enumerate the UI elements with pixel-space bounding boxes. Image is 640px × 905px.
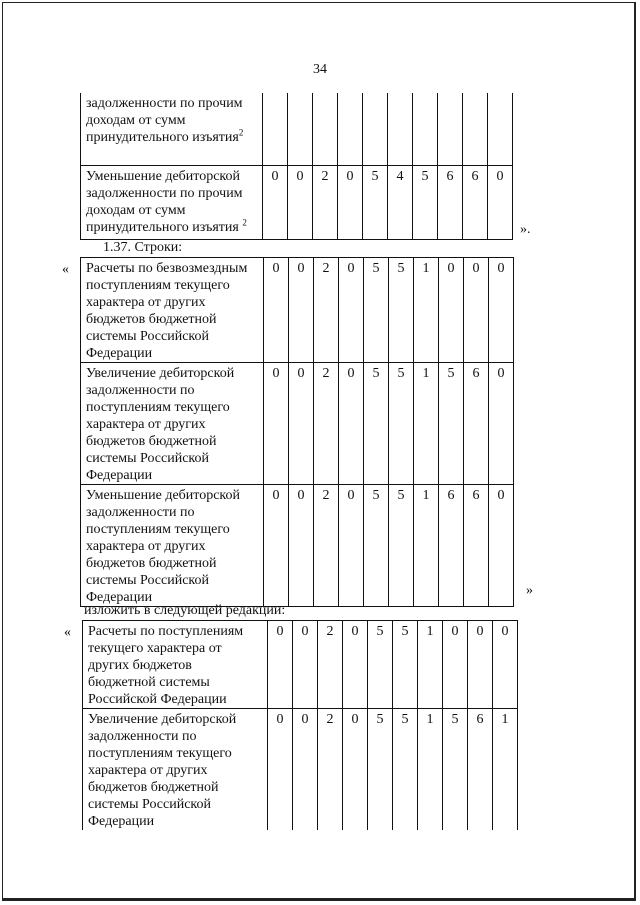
- digit-cell: 5: [389, 258, 414, 363]
- opening-quote: «: [64, 625, 71, 640]
- digit-cell: 0: [443, 621, 468, 709]
- digit-cell: 0: [489, 485, 514, 607]
- table-row: [81, 258, 514, 363]
- digit-cell: 1: [418, 709, 443, 831]
- row-label: Уменьшение дебиторской задолженности по прочим доходам от сумм принудительного изъятия $^2$: [81, 165, 263, 239]
- digit-cell: [363, 93, 388, 165]
- digit-cell: [263, 93, 288, 165]
- digit-cell: [488, 93, 513, 165]
- digit-cell: 5: [368, 709, 393, 831]
- opening-quote: «: [62, 262, 69, 277]
- digit-cell: 5: [389, 363, 414, 485]
- digit-cell: 0: [488, 165, 513, 239]
- digit-cell: 0: [263, 165, 288, 239]
- digit-cell: 5: [393, 621, 418, 709]
- closing-quote: »: [526, 583, 533, 598]
- row-label: Расчеты по поступлениям текущего характера от других бюджетов бюджетной системы Российской Федерации: [83, 621, 268, 709]
- digit-cell: 2: [314, 258, 339, 363]
- digit-cell: 0: [439, 258, 464, 363]
- digit-cell: 5: [364, 258, 389, 363]
- digit-cell: 2: [318, 621, 343, 709]
- digit-cell: 0: [339, 363, 364, 485]
- digit-cell: 2: [313, 165, 338, 239]
- digit-cell: [463, 93, 488, 165]
- digit-cell: 0: [264, 485, 289, 607]
- digit-cell: 5: [363, 165, 388, 239]
- page-number: 34: [313, 62, 327, 77]
- table-row: [83, 621, 518, 709]
- digit-cell: 0: [489, 363, 514, 485]
- digit-cell: 0: [289, 363, 314, 485]
- digit-cell: 0: [468, 621, 493, 709]
- digit-cell: 6: [439, 485, 464, 607]
- replacement-text: изложить в следующей редакции:: [84, 603, 286, 618]
- digit-cell: 5: [393, 709, 418, 831]
- digit-cell: 0: [288, 165, 313, 239]
- table-row: [81, 165, 513, 239]
- digit-cell: 0: [268, 709, 293, 831]
- digit-cell: 6: [464, 485, 489, 607]
- digit-cell: 5: [443, 709, 468, 831]
- digit-cell: 1: [414, 363, 439, 485]
- digit-cell: 0: [293, 621, 318, 709]
- digit-cell: 0: [338, 165, 363, 239]
- table-row: [81, 93, 513, 165]
- digit-cell: 6: [464, 363, 489, 485]
- digit-cell: 2: [314, 485, 339, 607]
- digit-cell: 5: [413, 165, 438, 239]
- digit-cell: 0: [493, 621, 518, 709]
- digit-cell: 0: [289, 485, 314, 607]
- table-row: [81, 363, 514, 485]
- digit-cell: [288, 93, 313, 165]
- table-old-rows: [80, 257, 514, 607]
- digit-cell: 0: [293, 709, 318, 831]
- digit-cell: 1: [493, 709, 518, 831]
- digit-cell: [413, 93, 438, 165]
- row-label: Увеличение дебиторской задолженности по поступлениям текущего характера от других бюджетов бюджетной системы Российской Федерации: [81, 363, 264, 485]
- digit-cell: 1: [418, 621, 443, 709]
- row-label: задолженности по прочим доходам от сумм принудительного изъятия$^2$: [81, 93, 263, 165]
- table-new-rows: [82, 620, 518, 830]
- digit-cell: 1: [414, 258, 439, 363]
- table-row: [83, 709, 518, 831]
- digit-cell: 0: [343, 621, 368, 709]
- digit-cell: 5: [389, 485, 414, 607]
- digit-cell: 2: [318, 709, 343, 831]
- digit-cell: 0: [289, 258, 314, 363]
- digit-cell: 0: [264, 258, 289, 363]
- digit-cell: 6: [468, 709, 493, 831]
- digit-cell: 0: [464, 258, 489, 363]
- digit-cell: 6: [463, 165, 488, 239]
- row-label: Расчеты по безвозмездным поступлениям текущего характера от других бюджетов бюджетной системы Российской Федерации: [81, 258, 264, 363]
- row-label: Увеличение дебиторской задолженности по поступлениям текущего характера от других бюджетов бюджетной системы Российской Федерации: [83, 709, 268, 831]
- digit-cell: 5: [368, 621, 393, 709]
- digit-cell: 5: [364, 485, 389, 607]
- digit-cell: 0: [343, 709, 368, 831]
- digit-cell: 6: [438, 165, 463, 239]
- digit-cell: 2: [314, 363, 339, 485]
- digit-cell: 4: [388, 165, 413, 239]
- digit-cell: 0: [339, 485, 364, 607]
- digit-cell: [338, 93, 363, 165]
- table-row: [81, 485, 514, 607]
- digit-cell: 0: [264, 363, 289, 485]
- table-top: [80, 93, 513, 240]
- digit-cell: 5: [364, 363, 389, 485]
- item-heading: 1.37. Строки:: [103, 240, 183, 255]
- digit-cell: 1: [414, 485, 439, 607]
- digit-cell: 0: [339, 258, 364, 363]
- digit-cell: [388, 93, 413, 165]
- closing-quote: ».: [520, 222, 531, 237]
- digit-cell: 0: [268, 621, 293, 709]
- row-label: Уменьшение дебиторской задолженности по поступлениям текущего характера от других бюджетов бюджетной системы Российской Федерации: [81, 485, 264, 607]
- digit-cell: 0: [489, 258, 514, 363]
- digit-cell: [313, 93, 338, 165]
- digit-cell: [438, 93, 463, 165]
- digit-cell: 5: [439, 363, 464, 485]
